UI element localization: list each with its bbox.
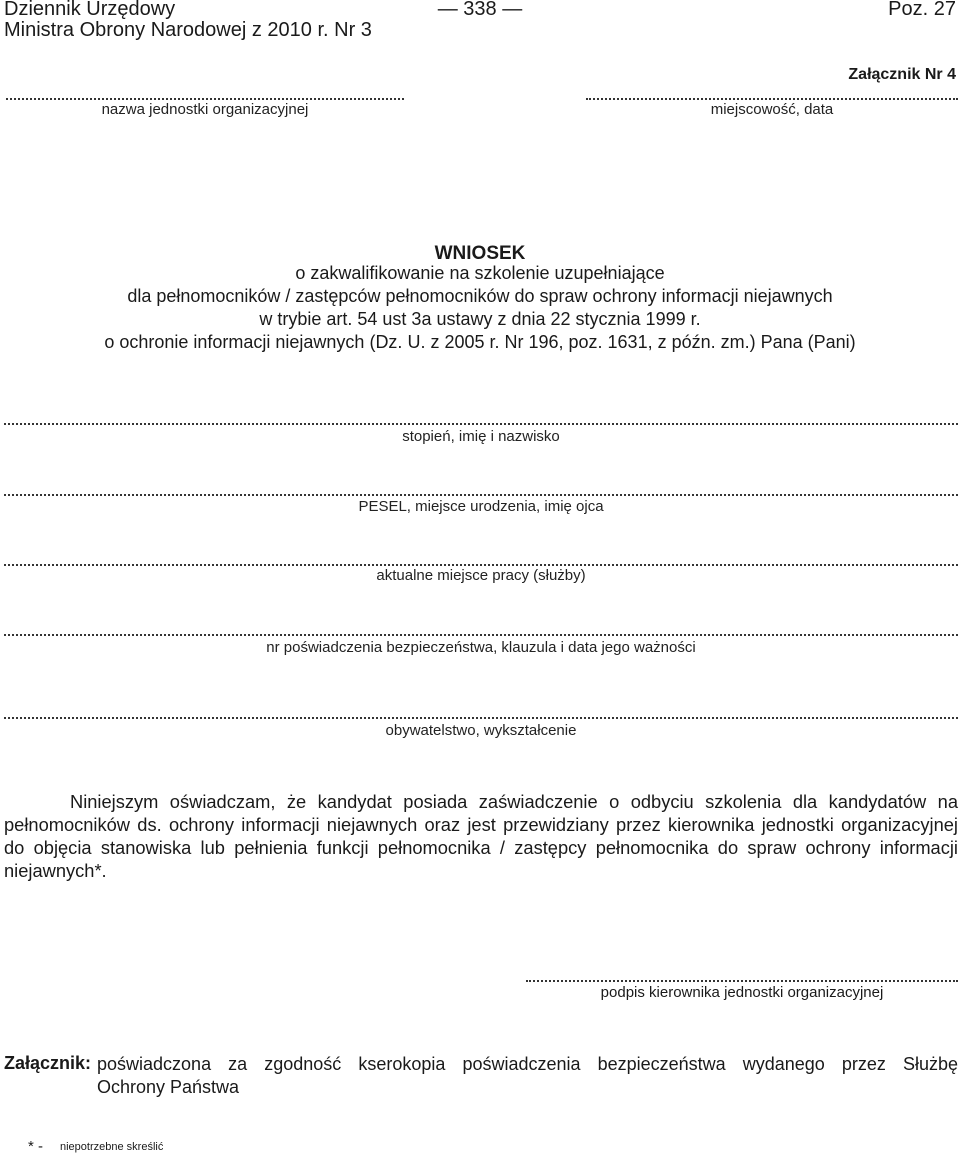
- place-date-line[interactable]: [586, 98, 958, 100]
- signature-line[interactable]: [526, 980, 958, 982]
- rank-name-line[interactable]: [4, 423, 958, 425]
- subtitle-line-3: w trybie art. 54 ust 3a ustawy z dnia 22 stycznia 1999 r.: [259, 309, 701, 329]
- ministry-line: Ministra Obrony Narodowej z 2010 r. Nr 3: [4, 19, 372, 41]
- pesel-line[interactable]: [4, 494, 958, 496]
- annex-label: Załącznik Nr 4: [848, 66, 956, 83]
- page-number: — 338 —: [437, 0, 523, 20]
- attachment-text-line-2: Ochrony Państwa: [97, 1077, 240, 1097]
- declaration-paragraph: Niniejszym oświadczam, że kandydat posiada zaświadczenie o odbyciu szkolenia dla kandydatów na pełnomocników ds. ochrony informacji niejawnych oraz jest przewidziany przez kierownika jednostki organizacyjnej do objęcia stanowiska lub pełnienia funkcji pełnomocnika / zastępcy pełnomocnika do spraw ochrony informacji niejawnych*.: [4, 791, 958, 881]
- attachment-label: Załącznik:: [4, 1053, 92, 1073]
- form-title: WNIOSEK: [434, 243, 526, 264]
- citizenship-line[interactable]: [4, 717, 958, 719]
- unit-name-line[interactable]: [6, 98, 404, 100]
- position-number: Poz. 27: [888, 0, 956, 20]
- subtitle-line-1: o zakwalifikowanie na szkolenie uzupełniające: [295, 263, 665, 283]
- attachment-text-line-1: poświadczona za zgodność kserokopia poświadczenia bezpieczeństwa wydanego przez Służbę: [97, 1054, 958, 1074]
- signature-caption: podpis kierownika jednostki organizacyjnej: [600, 984, 884, 1001]
- citizenship-caption: obywatelstwo, wykształcenie: [385, 722, 577, 739]
- journal-title: Dziennik Urzędowy: [4, 0, 176, 20]
- place-date-caption: miejscowość, data: [710, 101, 834, 118]
- pesel-caption: PESEL, miejsce urodzenia, imię ojca: [358, 498, 604, 515]
- rank-name-caption: stopień, imię i nazwisko: [402, 428, 560, 445]
- footnote-text: niepotrzebne skreślić: [60, 1141, 164, 1153]
- clearance-caption: nr poświadczenia bezpieczeństwa, klauzula i data jego ważności: [266, 639, 696, 656]
- footnote-marker: * -: [28, 1138, 43, 1155]
- unit-name-caption: nazwa jednostki organizacyjnej: [101, 101, 309, 118]
- subtitle-line-4: o ochronie informacji niejawnych (Dz. U. z 2005 r. Nr 196, poz. 1631, z późn. zm.) Pana (Pani): [104, 332, 856, 352]
- workplace-line[interactable]: [4, 564, 958, 566]
- subtitle-line-2: dla pełnomocników / zastępców pełnomocników do spraw ochrony informacji niejawnych: [127, 286, 833, 306]
- workplace-caption: aktualne miejsce pracy (służby): [376, 567, 586, 584]
- clearance-line[interactable]: [4, 634, 958, 636]
